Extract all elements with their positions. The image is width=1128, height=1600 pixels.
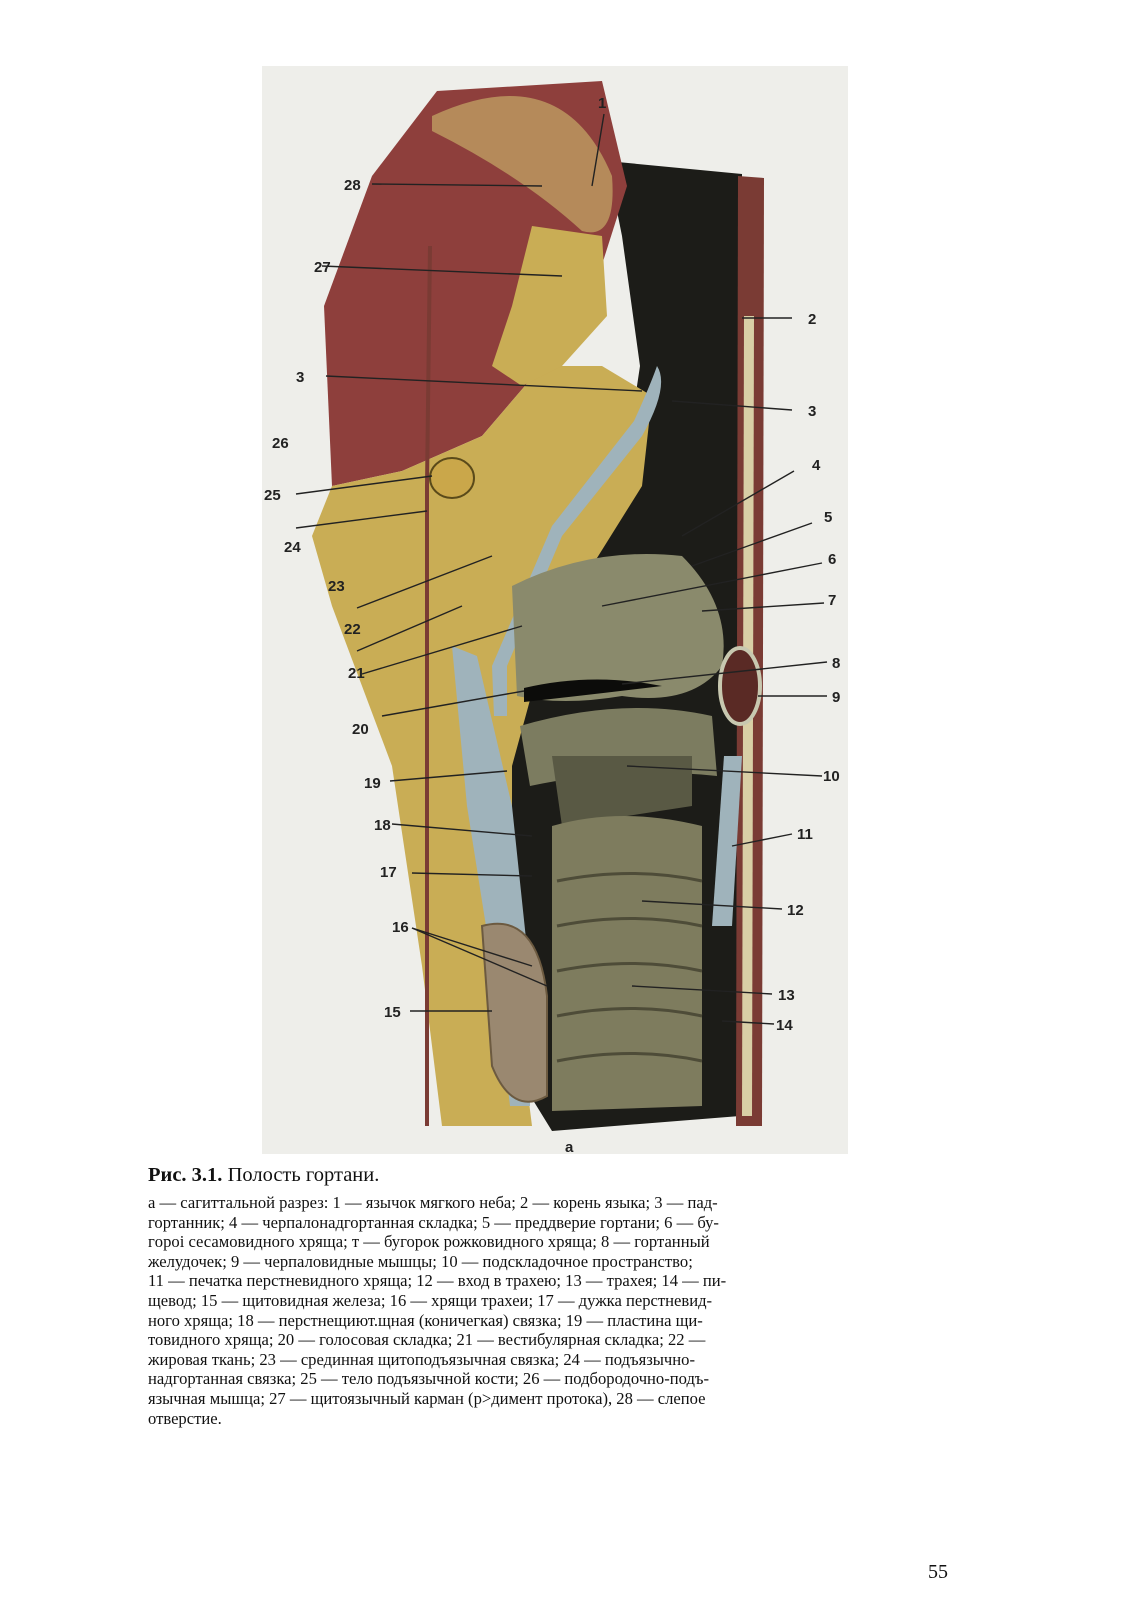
caption-line: а — сагиттальной разрез: 1 — язычок мягкого неба; 2 — корень языка; 3 — пад- (148, 1193, 718, 1212)
label-27: 27 (314, 259, 331, 276)
label-1: 1 (598, 95, 607, 112)
page-number: 55 (928, 1561, 948, 1583)
caption-line: надгортанная связка; 25 — тело подъязычной кости; 26 — подбородочно-подъ- (148, 1369, 709, 1389)
vestibule-mucosa (512, 554, 724, 701)
caption-line: 11 — печатка перстневидного хряща; 12 — вход в трахею; 13 — трахея; 14 — пи- (148, 1271, 727, 1291)
arytenoid-muscles (720, 648, 760, 724)
label-9: 9 (832, 689, 841, 706)
figure-sublabel: а (565, 1139, 574, 1154)
label-17: 17 (380, 864, 397, 881)
label-20: 20 (352, 721, 369, 738)
caption-line: язычная мышца; 27 — щитоязычный карман (р>димент протока), 28 — слепое (148, 1388, 706, 1408)
caption-line: щевод; 15 — щитовидная железа; 16 — хрящи трахеи; 17 — дужка перстневид- (148, 1290, 713, 1310)
caption-body (148, 1193, 960, 1428)
hyoid-bone (430, 458, 474, 498)
caption-line: ного хряща; 18 — перстнещиют.щная (коничегкая) связка; 19 — пластина щи- (148, 1310, 703, 1330)
label-23: 23 (328, 578, 345, 595)
label-11: 11 (797, 826, 813, 843)
label-7: 7 (828, 592, 837, 609)
label-18: 18 (374, 817, 391, 834)
label-25: 25 (264, 487, 281, 504)
caption-line: гортанник; 4 — черпалонадгортанная складка; 5 — преддверие гортани; 6 — бу- (148, 1212, 719, 1232)
larynx-sagittal-section (262, 66, 848, 1154)
figure-caption (148, 1163, 960, 1428)
label-12: 12 (787, 902, 804, 919)
label-26: 26 (272, 435, 289, 452)
figure-number: Рис. 3.1. (148, 1164, 223, 1186)
label-28: 28 (344, 177, 361, 194)
label-6: 6 (828, 551, 837, 568)
label-2: 2 (808, 311, 817, 328)
label-10: 10 (823, 768, 840, 785)
caption-title (148, 1163, 960, 1187)
label-3-right: 3 (808, 403, 817, 420)
caption-line: товидного хряща; 20 — голосовая складка; 21 — вестибулярная складка; 22 — (148, 1330, 706, 1350)
label-21: 21 (348, 665, 365, 682)
label-24: 24 (284, 539, 301, 556)
caption-line: гoроі сесамовидного хряща; т — бугорок рожковидного хряща; 8 — гортанный (148, 1232, 710, 1252)
caption-line: желудочек; 9 — черпаловидные мышцы; 10 — подскладочное пространство; (148, 1251, 693, 1271)
label-16: 16 (392, 919, 409, 936)
label-13: 13 (778, 987, 795, 1004)
label-15: 15 (384, 1004, 401, 1021)
label-5: 5 (824, 509, 833, 526)
caption-line: отверстие. (148, 1408, 222, 1428)
label-8: 8 (832, 655, 841, 672)
label-19: 19 (364, 775, 381, 792)
label-14: 14 (776, 1017, 793, 1034)
caption-line: жировая ткань; 23 — срединная щитоподъязычная связка; 24 — подъязычно- (148, 1349, 695, 1369)
label-22: 22 (344, 621, 361, 638)
figure-title: Полость гортани. (222, 1164, 380, 1186)
label-3-left: 3 (296, 369, 305, 386)
anatomy-figure (262, 66, 848, 1154)
label-4: 4 (812, 457, 821, 474)
